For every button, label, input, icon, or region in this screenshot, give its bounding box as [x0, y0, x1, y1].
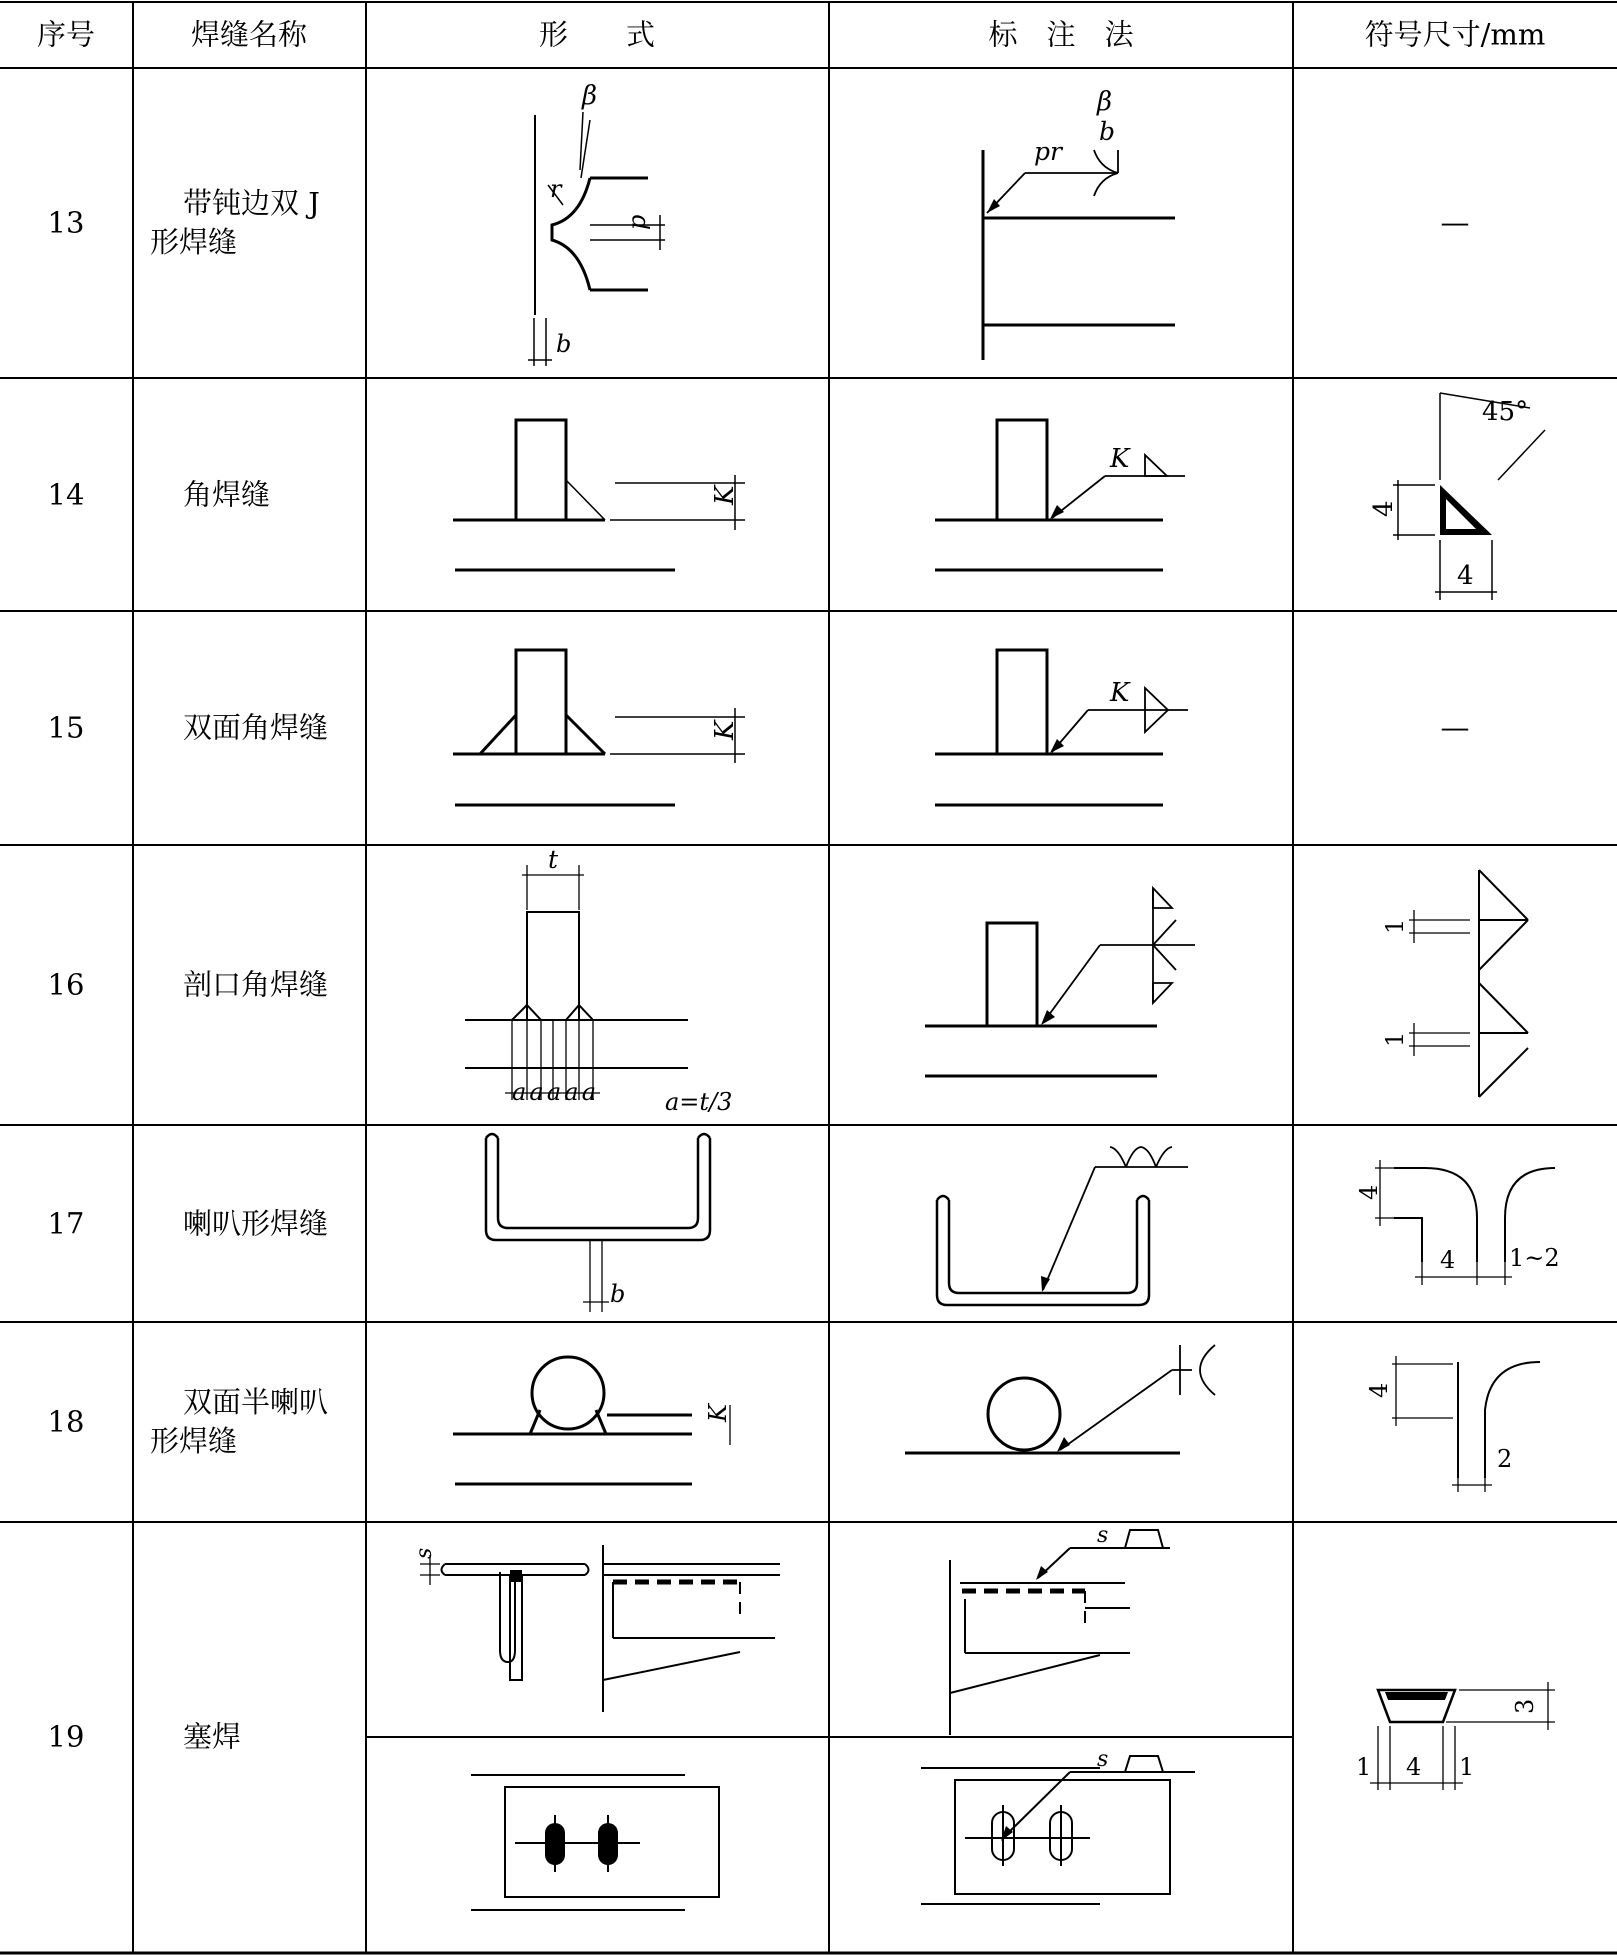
row-number: 15	[47, 710, 85, 745]
label-4: 4	[1355, 1184, 1383, 1200]
weld-name: 双面角焊缝	[183, 710, 329, 745]
label-b: b	[610, 1280, 626, 1308]
label-a-formula: a=t/3	[665, 1088, 733, 1116]
label-4: 4	[1365, 1382, 1393, 1398]
weld-name: 带钝边双 J 形焊缝	[150, 185, 320, 259]
size-none: —	[1440, 710, 1470, 745]
size-none: —	[1440, 205, 1470, 240]
row-number: 14	[47, 477, 85, 512]
label-s: s	[412, 1547, 437, 1559]
label-4: 4	[1440, 1246, 1456, 1274]
label-pr: pr	[1034, 137, 1062, 166]
label-45deg: 45°	[1482, 397, 1529, 427]
label-4: 4	[1406, 1753, 1422, 1781]
label-K: K	[704, 1404, 732, 1422]
weld-name: 角焊缝	[183, 477, 271, 512]
label-1: 1	[1356, 1753, 1372, 1781]
label-beta: β	[1097, 87, 1113, 117]
row-number: 17	[47, 1206, 85, 1241]
label-s: s	[1097, 1747, 1109, 1772]
weld-name: 剖口角焊缝	[183, 967, 329, 1002]
label-K: K	[710, 720, 740, 740]
label-K: K	[1110, 678, 1130, 708]
weld-name: 塞焊	[183, 1719, 242, 1754]
header-col-form: 形 式	[538, 17, 656, 52]
label-3: 3	[1511, 1698, 1539, 1714]
label-t: t	[548, 845, 559, 874]
weld-name: 喇叭形焊缝	[183, 1206, 329, 1241]
weld-name: 双面半喇叭形焊缝	[150, 1384, 329, 1458]
header-col-no: 序号	[36, 17, 96, 52]
label-p: p	[623, 214, 651, 230]
row-number: 16	[47, 967, 85, 1002]
label-1to2: 1~2	[1509, 1244, 1560, 1272]
label-4: 4	[1457, 561, 1474, 591]
label-1: 1	[1381, 1031, 1409, 1047]
row-number: 18	[47, 1404, 85, 1439]
label-2: 2	[1497, 1445, 1513, 1473]
row-number: 19	[47, 1719, 85, 1754]
label-K: K	[1110, 444, 1130, 474]
label-4: 4	[1369, 500, 1399, 517]
header-col-name: 焊缝名称	[190, 17, 308, 52]
label-beta: β	[582, 81, 598, 111]
label-r: r	[550, 175, 562, 203]
label-b: b	[1099, 117, 1116, 146]
row-number: 13	[47, 205, 85, 240]
label-1: 1	[1459, 1753, 1475, 1781]
header-col-size: 符号尺寸/mm	[1364, 17, 1546, 52]
label-a-series: aaaaa	[512, 1078, 596, 1106]
label-K: K	[710, 485, 740, 505]
header-col-mark: 标 注 法	[988, 17, 1134, 52]
label-s: s	[1097, 1523, 1109, 1548]
label-1: 1	[1381, 918, 1409, 934]
label-b: b	[556, 330, 572, 358]
